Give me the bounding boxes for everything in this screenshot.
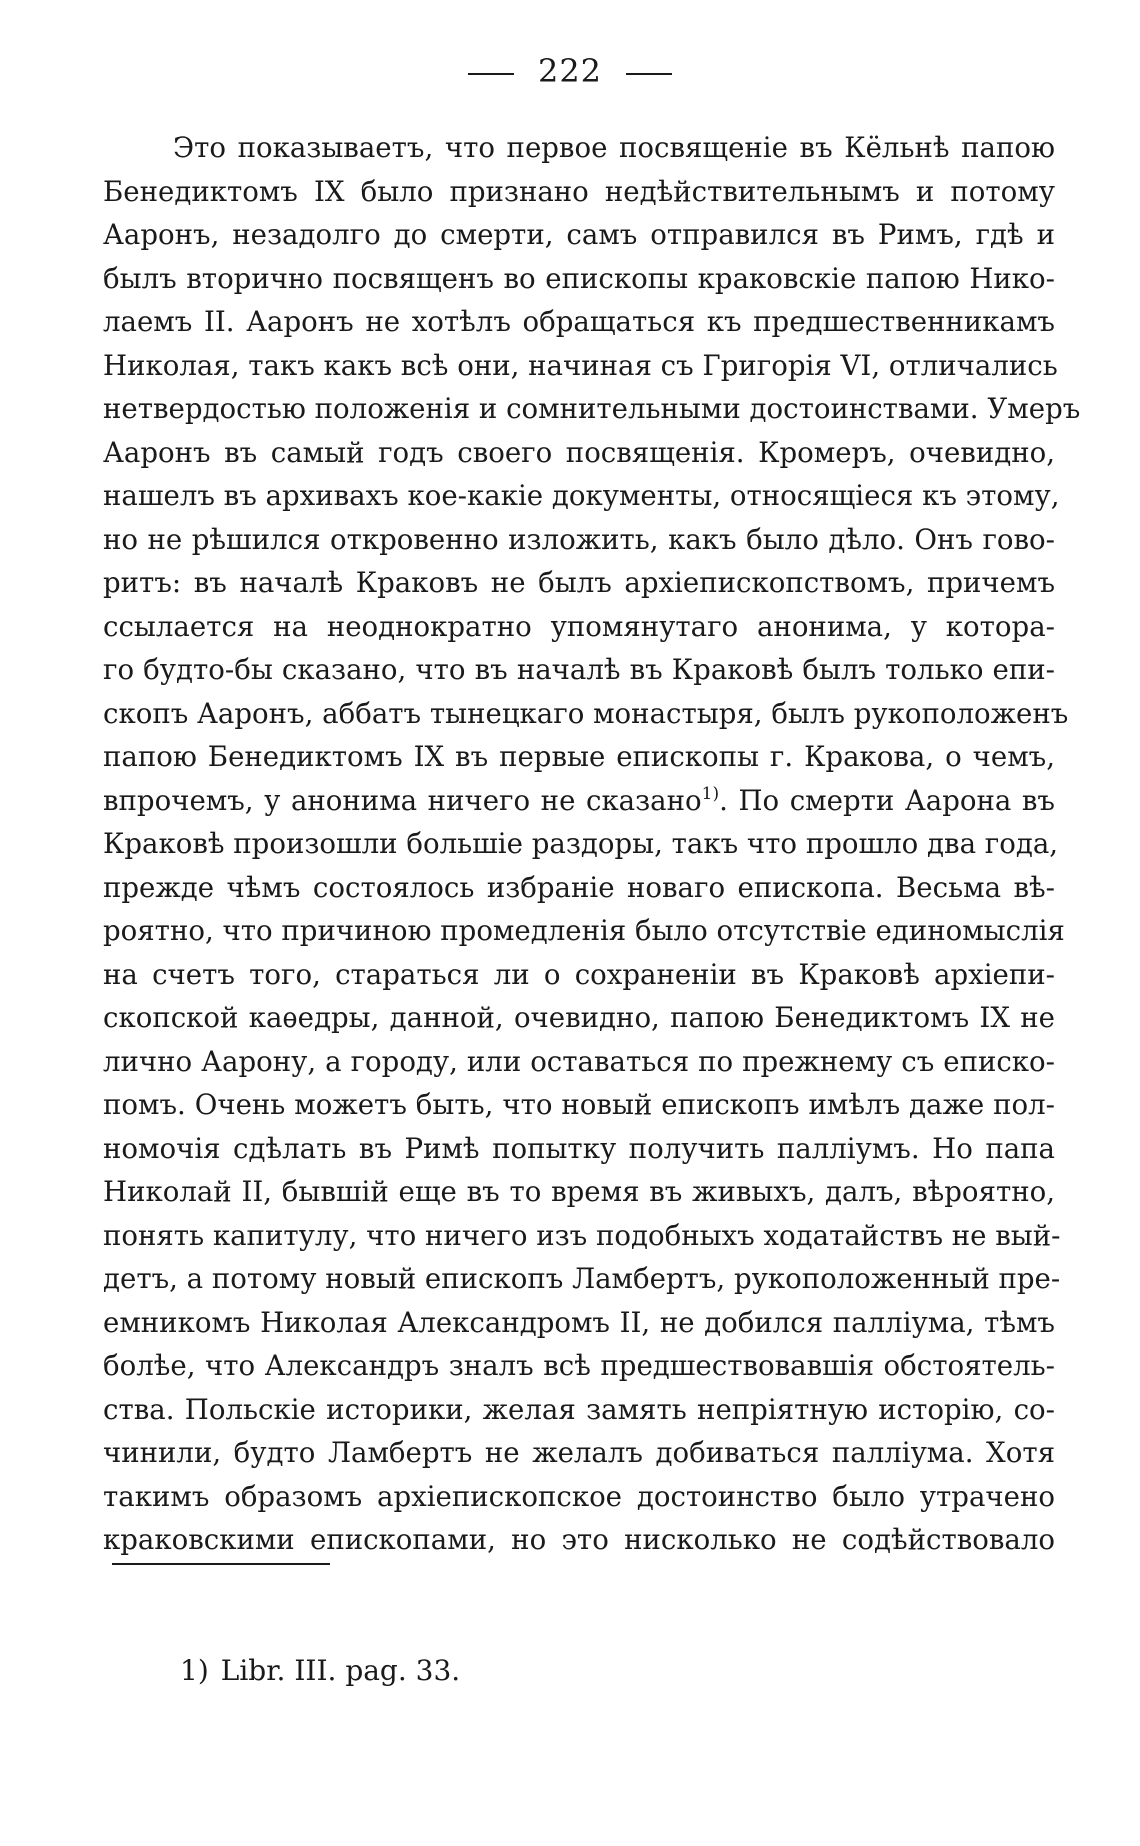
text-line-content: скопъ Ааронъ, аббатъ тынецкаго монастыря, былъ рукоположенъ — [103, 696, 1069, 730]
text-line — [103, 692, 1069, 736]
text-line — [103, 1257, 1061, 1301]
text-line-content: го будто-бы сказано, что въ началѣ въ Краковѣ былъ только епи- — [103, 653, 1055, 686]
text-line-content: Бенедиктомъ IX было признано недѣйствительнымъ и потому — [103, 174, 1055, 208]
text-line — [103, 1344, 1055, 1388]
text-line — [103, 909, 1065, 953]
text-line-content: лаемъ II. Ааронъ не хотѣлъ обращаться къ предшественникамъ — [103, 305, 1055, 338]
page-number-value: 222 — [537, 52, 603, 90]
page-number-right-dash — [626, 73, 672, 75]
text-line — [103, 387, 1081, 431]
text-line — [103, 822, 1059, 866]
page-number — [0, 52, 1140, 90]
text-line-content: чинили, будто Ламбертъ не желалъ добиваться палліума. Хотя — [103, 1436, 1055, 1469]
text-line — [103, 1388, 1055, 1432]
text-line-content: краковскими епископами, но это нисколько не содѣйствовало — [103, 1523, 1055, 1556]
text-line — [103, 431, 1055, 475]
footnote-mark: 1) — [180, 1654, 209, 1687]
text-line-content: помъ. Очень можетъ быть, что новый епископъ имѣлъ даже пол- — [103, 1088, 1055, 1121]
text-line — [103, 170, 1055, 214]
text-line — [103, 213, 1055, 257]
text-line-content: на счетъ того, стараться ли о сохраненіи въ Краковѣ архіепи- — [103, 957, 1055, 991]
text-line — [103, 518, 1055, 562]
footnote-separator-rule — [112, 1563, 330, 1565]
main-text-block — [103, 126, 1081, 1562]
text-line-content: впрочемъ, у анонима ничего не сказано — [103, 783, 702, 817]
text-line-content: но не рѣшился откровенно изложить, какъ было дѣло. Онъ гово- — [103, 522, 1055, 556]
text-line-content: болѣе, что Александръ зналъ всѣ предшествовавшія обстоятель- — [103, 1349, 1055, 1382]
text-line-content: ства. Польскіе историки, желая замять непріятную исторію, со- — [103, 1392, 1055, 1426]
text-line-content: детъ, а потому новый епископъ Ламбертъ, рукоположенный пре- — [103, 1262, 1061, 1295]
text-line — [103, 1127, 1055, 1171]
text-line — [103, 344, 1058, 388]
text-line — [103, 866, 1055, 910]
text-line-content: прежде чѣмъ состоялось избраніе новаго епископа. Весьма вѣ- — [103, 870, 1055, 904]
text-line — [103, 605, 1055, 649]
text-line — [103, 779, 1055, 823]
text-line-content: былъ вторично посвященъ во епископы краковскіе папою Нико- — [103, 261, 1055, 295]
text-line — [103, 126, 1055, 170]
text-line-content: нетвердостью положенія и сомнительными достоинствами. Умеръ — [103, 392, 1081, 425]
text-line-continuation: . По смерти Аарона въ — [719, 783, 1055, 817]
text-line-content: Это показываетъ, что первое посвященіе въ Кёльнѣ папою — [173, 131, 1055, 164]
text-line-content: понять капитулу, что ничего изъ подобныхъ ходатайствъ не вый- — [103, 1218, 1061, 1252]
text-line — [103, 953, 1055, 997]
text-line-content: номочія сдѣлать въ Римѣ попытку получить палліумъ. Но папа — [103, 1131, 1055, 1165]
text-line-content: роятно, что причиною промедленія было отсутствіе единомыслія — [103, 914, 1065, 947]
text-line-content: нашелъ въ архивахъ кое-какіе документы, относящіеся къ этому, — [103, 479, 1060, 512]
text-line-content: Николая, такъ какъ всѣ они, начиная съ Григорія VI, отличались — [103, 348, 1058, 382]
text-line — [103, 300, 1055, 344]
text-line-content: лично Аарону, а городу, или оставаться по прежнему съ еписко- — [103, 1044, 1055, 1078]
text-line-content: емникомъ Николая Александромъ II, не добился палліума, тѣмъ — [103, 1305, 1055, 1339]
text-line — [103, 1170, 1055, 1214]
text-line — [103, 1475, 1055, 1519]
page-number-left-dash — [468, 73, 514, 75]
footnote — [180, 1654, 460, 1687]
text-line-content: Ааронъ въ самый годъ своего посвященія. Кромеръ, очевидно, — [103, 435, 1055, 469]
text-line — [103, 1518, 1055, 1562]
text-line-content: ритъ: въ началѣ Краковъ не былъ архіепископствомъ, причемъ — [103, 566, 1055, 599]
footnote-reference[interactable]: 1) — [701, 783, 720, 804]
footnote-text: Libr. III. pag. 33. — [220, 1654, 461, 1687]
text-line — [103, 735, 1055, 779]
text-line — [103, 648, 1055, 692]
text-line — [103, 1214, 1061, 1258]
text-line — [103, 257, 1055, 301]
text-line-content: Краковѣ произошли большіе раздоры, такъ что прошло два года, — [103, 827, 1059, 860]
text-line — [103, 1301, 1055, 1345]
text-line — [103, 1083, 1055, 1127]
text-line — [103, 1040, 1055, 1084]
text-line-content: ссылается на неоднократно упомянутаго анонима, у котора- — [103, 609, 1055, 643]
text-line — [103, 1431, 1055, 1475]
text-line-content: папою Бенедиктомъ IX въ первые епископы г. Кракова, о чемъ, — [103, 740, 1055, 773]
text-line — [103, 561, 1055, 605]
text-line-content: такимъ образомъ архіепископское достоинство было утрачено — [103, 1479, 1055, 1513]
text-line-content: Ааронъ, незадолго до смерти, самъ отправился въ Римъ, гдѣ и — [103, 218, 1055, 251]
text-line-content: Николай II, бывшій еще въ то время въ живыхъ, далъ, вѣроятно, — [103, 1175, 1055, 1208]
text-line — [103, 996, 1055, 1040]
text-line-content: скопской каѳедры, данной, очевидно, папою Бенедиктомъ IX не — [103, 1001, 1055, 1034]
text-line — [103, 474, 1060, 518]
